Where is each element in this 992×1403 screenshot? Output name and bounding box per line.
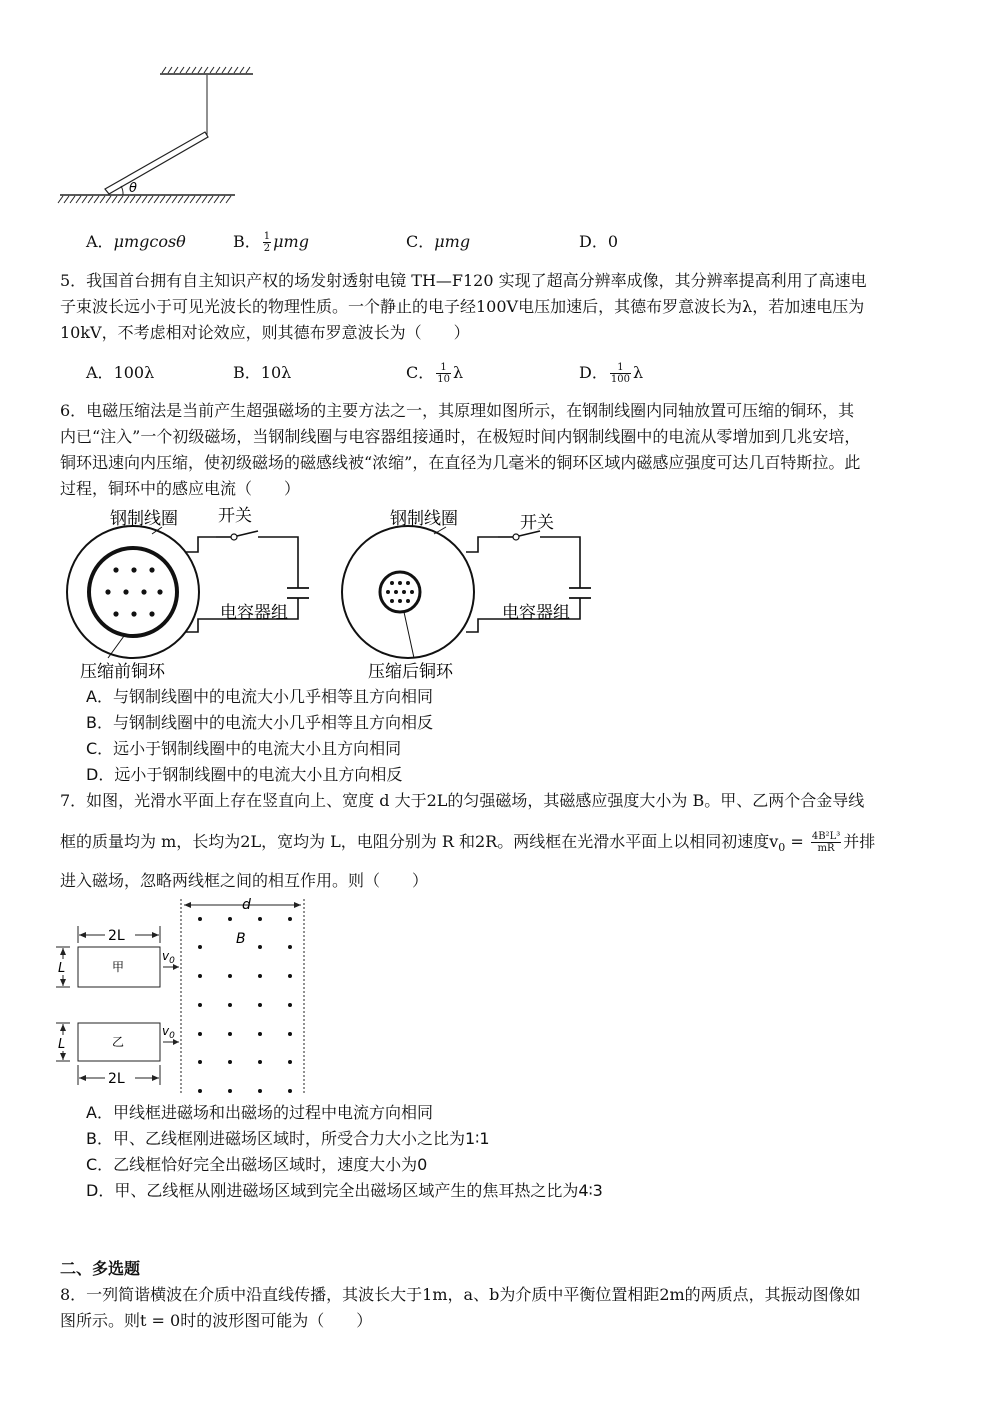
q6-option-d: D．远小于钢制线圈中的电流大小且方向相反 — [86, 765, 403, 784]
q4-option-d: D．0 — [579, 232, 619, 251]
q7-frame-b-label: 乙 — [112, 1035, 125, 1049]
q7-option-c: C．乙线框恰好完全出磁场区域时，速度大小为0 — [86, 1155, 428, 1174]
section-heading-multiple-choice: 二、多选题 — [60, 1259, 141, 1278]
q6-right-capacitor-label: 电容器组 — [502, 603, 570, 623]
q5-line-1: 5．我国首台拥有自主知识产权的场发射透射电镜 TH—F120 实现了超高分辨率成像，其分辨率提高利用了高速电 — [60, 271, 867, 290]
q5-line-2: 子束波长远小于可见光波长的物理性质。一个静止的电子经100V电压加速后，其德布罗意波长为λ，若加速电压为 — [60, 297, 865, 316]
q7-bottom-length-label: 2L — [108, 1071, 125, 1087]
q4-option-b: B． $\frac{1}{2}$ μmg — [233, 231, 309, 254]
q5-line-3: 10kV，不考虑相对论效应，则其德布罗意波长为（ ） — [60, 323, 470, 342]
q8-line-1: 8．一列简谐横波在介质中沿直线传播，其波长大于1m，a、b为介质中平衡位置相距2m的两质点，其振动图像如 — [60, 1285, 861, 1304]
q7-option-b: B．甲、乙线框刚进磁场区域时，所受合力大小之比为1∶1 — [86, 1129, 490, 1148]
q7-option-d: D．甲、乙线框从刚进磁场区域到完全出磁场区域产生的焦耳热之比为4∶3 — [86, 1181, 603, 1200]
q7-d-label: d — [242, 897, 251, 913]
q6-option-c: C．远小于钢制线圈中的电流大小且方向相同 — [86, 739, 402, 758]
q4-option-c: C．μmg — [406, 232, 471, 251]
q7-frame-b-velocity-label: $v_0$ — [162, 1024, 175, 1041]
q7-frame-a-label: 甲 — [112, 960, 125, 974]
q7-top-length-label: 2L — [108, 928, 125, 944]
q5-option-c: C． $\frac{1}{10}$ λ — [406, 362, 464, 385]
q6-left-diagram — [67, 506, 309, 682]
q7-line-1: 7．如图，光滑水平面上存在竖直向上、宽度 d 大于2L的匀强磁场，其磁感应强度大小为 B。甲、乙两个合金导线 — [60, 791, 865, 810]
q5-option-d: D． $\frac{1}{100}$ λ — [579, 362, 644, 385]
theta-label: θ — [129, 181, 137, 196]
q6-stem — [60, 398, 940, 502]
q6-line-1: 6．电磁压缩法是当前产生超强磁场的主要方法之一，其原理如图所示，在钢制线圈内同轴放置可压缩的铜环，其 — [60, 401, 855, 420]
q6-line-4: 过程，铜环中的感应电流（ ） — [60, 479, 301, 498]
q8-stem — [60, 1282, 940, 1334]
q7-b-label: B — [236, 931, 246, 947]
q5-stem — [60, 268, 940, 346]
q6-option-b: B．与钢制线圈中的电流大小几乎相等且方向相反 — [86, 713, 433, 732]
q7-frame-b-width-label: L — [58, 1037, 66, 1052]
q4-option-a: A．μmgcosθ — [86, 232, 186, 251]
q6-line-3: 铜环迅速向内压缩，使初级磁场的磁感线被“浓缩”，在直径为几毫米的铜环区域内磁感应强度可达几百特斯拉。此 — [60, 453, 861, 472]
q6-right-switch-label: 开关 — [520, 513, 554, 533]
q6-left-capacitor-label: 电容器组 — [220, 603, 288, 623]
q7-frame-a-velocity-label: $v_0$ — [162, 949, 175, 966]
q5-option-b: B．10λ — [233, 363, 292, 382]
q6-left-switch-label: 开关 — [218, 506, 252, 526]
q7-option-a: A．甲线框进磁场和出磁场的过程中电流方向相同 — [86, 1103, 433, 1122]
q7-magnetic-field-figure — [48, 895, 318, 1100]
q6-option-a: A．与钢制线圈中的电流大小几乎相等且方向相同 — [86, 687, 433, 706]
q8-line-2: 图所示。则t = 0时的波形图可能为（ ） — [60, 1311, 373, 1330]
q7-frame-a-width-label: L — [58, 961, 66, 976]
q6-right-ring-label: 压缩后铜环 — [368, 662, 453, 682]
q6-right-diagram — [342, 509, 591, 682]
q6-circuit-figure — [58, 500, 618, 685]
q5-option-a: A．100λ — [86, 363, 155, 382]
q7-line-3: 进入磁场，忽略两线框之间的相互作用。则（ ） — [60, 871, 429, 890]
q6-line-2: 内已“注入”一个初级磁场，当钢制线圈与电容器组接通时，在极短时间内钢制线圈中的电流从零增加到几兆安培， — [60, 427, 861, 446]
q6-right-coil-label: 钢制线圈 — [390, 509, 458, 529]
q4-incline-figure — [55, 65, 265, 215]
q6-left-coil-label: 钢制线圈 — [110, 509, 178, 529]
q7-line-2: 框的质量均为 m，长均为2L，宽均为 L，电阻分别为 R 和2R。两线框在光滑水平面上以相同初速度$v_0$ = $\frac{\text{4B²L³}}{mR}$ 并排 — [60, 831, 876, 855]
q6-left-ring-label: 压缩前铜环 — [80, 662, 165, 682]
